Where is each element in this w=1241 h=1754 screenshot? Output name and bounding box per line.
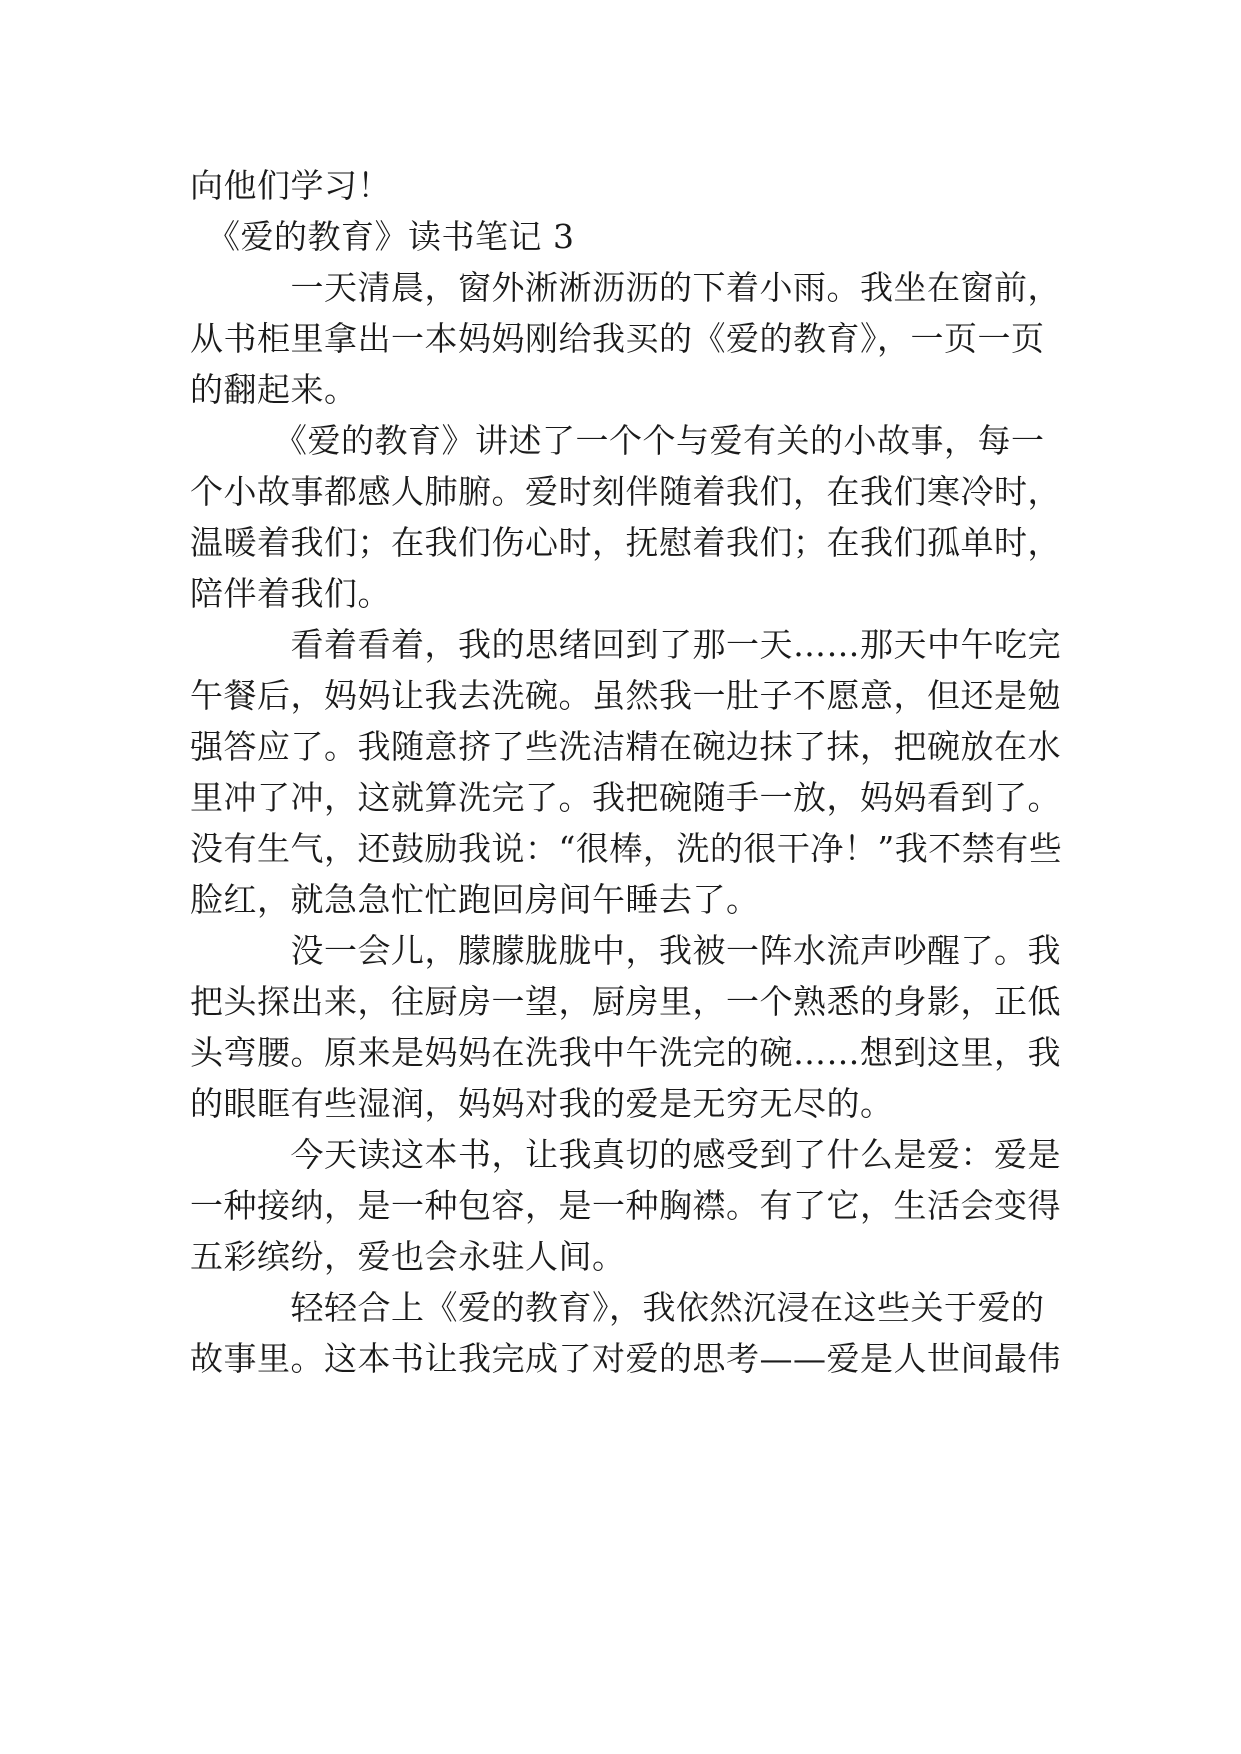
text-line: 一天清晨，窗外淅淅沥沥的下着小雨。我坐在窗前， <box>190 268 1061 307</box>
text-line: 午餐后，妈妈让我去洗碗。虽然我一肚子不愿意，但还是勉 <box>190 676 1061 715</box>
text-line: 头弯腰。原来是妈妈在洗我中午洗完的碗……想到这里，我 <box>190 1033 1061 1072</box>
text-line: 五彩缤纷，爱也会永驻人间。 <box>190 1237 626 1276</box>
text-line: 从书柜里拿出一本妈妈刚给我买的《爱的教育》，一页一页 <box>190 319 1045 358</box>
text-line: 看着看着，我的思绪回到了那一天……那天中午吃完 <box>190 625 1061 664</box>
text-line: 把头探出来，往厨房一望，厨房里，一个熟悉的身影，正低 <box>190 982 1061 1021</box>
text-line: 一种接纳，是一种包容，是一种胸襟。有了它，生活会变得 <box>190 1186 1061 1225</box>
text-line: 个小故事都感人肺腑。爱时刻伴随着我们，在我们寒冷时， <box>190 472 1061 511</box>
text-line: 今天读这本书，让我真切的感受到了什么是爱：爱是 <box>190 1135 1061 1174</box>
document-body <box>190 160 1063 1384</box>
text-line: 脸红，就急急忙忙跑回房间午睡去了。 <box>190 880 760 919</box>
text-line: 强答应了。我随意挤了些洗洁精在碗边抹了抹，把碗放在水 <box>190 727 1061 766</box>
text-line: 陪伴着我们。 <box>190 574 391 613</box>
text-line: 轻轻合上《爱的教育》，我依然沉浸在这些关于爱的 <box>190 1288 1045 1327</box>
text-line: 没一会儿，朦朦胧胧中，我被一阵水流声吵醒了。我 <box>190 931 1061 970</box>
text-line: 《爱的教育》讲述了一个个与爱有关的小故事，每一 <box>190 421 1045 460</box>
text-line: 的眼眶有些湿润，妈妈对我的爱是无穷无尽的。 <box>190 1084 894 1123</box>
text-line: 向他们学习！ <box>190 166 391 205</box>
text-line: 没有生气，还鼓励我说：“很棒，洗的很干净！”我不禁有些 <box>190 829 1063 868</box>
section-heading: 《爱的教育》读书笔记 3 <box>190 217 575 256</box>
text-line: 温暖着我们；在我们伤心时，抚慰着我们；在我们孤单时， <box>190 523 1061 562</box>
text-line: 里冲了冲，这就算洗完了。我把碗随手一放，妈妈看到了。 <box>190 778 1061 817</box>
text-line: 的翻起来。 <box>190 370 358 409</box>
text-line: 故事里。这本书让我完成了对爱的思考——爱是人世间最伟 <box>190 1339 1061 1378</box>
